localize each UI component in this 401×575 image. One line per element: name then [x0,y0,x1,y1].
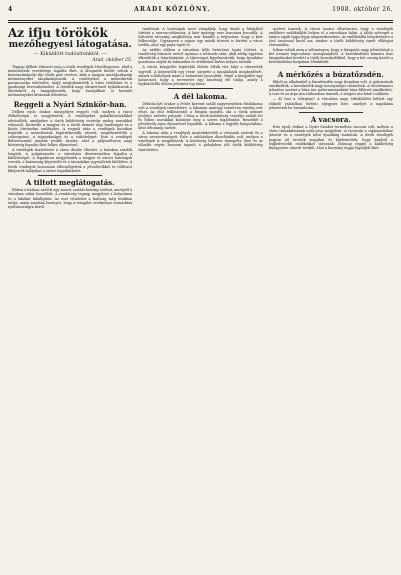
paragraph: Délután két órakor a Fehér Kereszt szálló nagytermében díszlakoma volt a vendégek tiszteletére. A lakomán mintegy százötven vendég vett részt. Az első felköszöntőt a főispán mondta, aki a török nemzet jövőjére ürítette poharát. Utána a török küldöttség vezetője szólalt fel és lelkes szavakkal köszönte meg a szives fogadtatást. Beszédét a jelenlevők zajos éljenzéssel fogadták. A lakoma a legjobb hangulatban, késő délutánig tartott. [138,101,263,131]
page-number: 4 [8,6,13,13]
section-body [269,80,393,110]
paragraph: A lakoma után a vendégek megtekintették a vértanúk szobrát és a város nevezetességeit. Este a színházban díszelőadás volt, melyen a vendégek is megjelentek. A közönség lelkesen ünnepelte őket és az előadás végén hosszan tapsolt a páholyban ülő török küldöttség tiszteletére. [138,131,263,152]
paragraph: A vendégek tiszteletére a város díszbe öltözött, a házakon zászlók lengtek. A polgármester a városháza díszteremében fogadta a küldöttséget. A fogadáson megjelentek a megyei és városi hatóságok vezetői, a katonaság képviselői és a társadalmi egyesületek küldöttei. A török vendégek hosszasan elbeszélgettek a jelenlevőkkel és többször kifejezték hálájukat a szives fogadtatásért. [8,148,133,173]
article-body [138,27,262,86]
paragraph: Ebből az alkalomból a búzatőzsdén nagy forgalom volt. A gabonaárak emelkedtek, a kereskedők nagy mennyiséget vásároltak. A tőzsdetanács jelentése szerint a búza ára métermázsánként húsz fillérrel emelkedett. A rozs és az árpa ára változatlan maradt, a tengeri ára kissé csökkent. [268,80,393,97]
paragraph: Este nyolc órakor a Nyári Szinkör termében vacsora volt, melyen a város társadalmának színe-java megjelent. A vacsorán a cigányzenekar játszott és a vendégek késő éjszakáig mulattak. A török vendégek nagyon jól érezték magukat és kijelentették, hogy Aradról a legkedvesebb emlékekkel távoznak. Másnap reggel a küldöttség Budapestre utazott tovább, ahol a kormány tagjai fogadják őket. [268,125,393,150]
paragraph: Tegnap délben érkezett meg a török vendégek Mezőhegyesre, ahol a ménesbirtok vezetősége fogadta őket. A látogatók között voltak a konstantinápolyi ifju török párt vezérei, akik a magyar mezőgazdasági intézményeket tanulmányozzák. A vendégeket a ménesbirtok parancsnoka üdvözölte, majd megtekintették a híres istállókat és a gazdasági berendezéseket. A törökök nagy elismeréssel nyilatkoztak a látottakról és hangsúlyozták, hogy hazájukban is hasonló intézményeket kívánnak létesíteni. [8,64,133,98]
article-byline: — Kiküldött tudósítónktól. — [33,50,107,57]
section-divider [299,66,363,67]
section-body [8,188,132,208]
paragraph: nyelvet ismerik. A városi tanács elhatározta, hogy a vendégek emlékére emléktáblát helyez el a városháza falán. A tábla szövegét a tanács egyik tagja fogja megszerkeszteni. Az emléktábla leleplezésére a jövő tavasszal kerül sor, amikor a török küldöttség ismét ellátogat városunkba. [268,26,393,47]
section-title: A vacsora. [310,115,351,125]
paragraph: tanítónak. A hatóságok most vizsgálják, hogy kinek a hibájából történt a szerencsétlenség. A kárt mintegy ezer koronára becsülik. A biztosító társaság megbízottja már kiszállt a helyszínre, hogy a kárt felbecsülje. Ugyanezen a napon egy másik tűzeset is történt a város szélén, ahol egy pajta égett le. [138,26,263,47]
paragraph: Az utóbbi időben a városban több betöréses lopás történt. A rendőrség fokozott erővel nyomoz a tettesek után, akik eddig ügyesen elkerülték a letartóztatást. A lakosságot figyelmeztetik, hogy éjszakára gondosan zárják be lakásaikat és értékeiket biztos helyen tartsák. [138,48,263,65]
section-title: A dél lakoma. [173,91,228,101]
section-divider [168,88,232,89]
section-title: Reggeli a Nyári Szinkör-ban. [13,100,127,110]
article-headline-sub: mezőhegyesi látogatása. [8,39,132,50]
masthead-rule-thin [8,22,393,23]
columns [8,27,393,575]
paragraph: Délben nyolc órakor ünnepélyes reggeli volt, melyen a város előkelőségei is megjelentek. A vendégeket pohárköszöntőkkel üdvözölték, amelyekre a török küldöttség vezetője meleg szavakkal válaszolt. Kiemelte a magyar és a török nemzet régi barátságát és a közös történelmi emlékeket. A reggeli után a vendégek kocsikon bejárták a ménesbirtok legérdekesebb részeit, megtekintették a cukorgyárat, a tejgazdaságot és a csikótelepet. Este a vendégek különvonattal utaztak tovább Aradra, ahol a pályaudvaron nagy közönség fogadta őket lelkes éljenzéssel. [8,110,133,148]
issue-date: 1908. október 26. [332,6,393,13]
section-title: A tiltott meglátogatás. [25,178,115,188]
article-body [8,65,132,98]
section-title: A mérkőzés a búzatőzsdén. [277,70,384,80]
section-body [8,110,132,172]
section-body [269,125,393,150]
section-divider [299,112,363,113]
paper-title: ARADI KÖZLÖNY. [134,6,211,13]
paragraph: A városi közgyűlés legutóbbi ülésén élénk vita folyt a vízvezeték ügyéről. A képviselők egy része sürgette a munkálatok megkezdését, mások a költségek miatt a halasztást javasolták. Végül a közgyűlés úgy határozott, hogy a tervezetet egy bizottság elé utalja, amely a legközelebbi ülésen jelentést fog tenni. [138,65,263,86]
section-divider [38,175,102,176]
column-1 [8,27,132,575]
article-body [269,27,393,65]
section-body [138,102,262,152]
masthead-rule [8,20,393,21]
paragraph: Ebben a házban azelőtt egy ismert családi botrány történt, amelyről a városban sokat beszéltek. A rendőrség tegnap megjelent a helyszínen és a lakókat kihallgatta. Az eset részleteit a hatóság még titokban tartja, annyi azonban bizonyos, hogy a vizsgálat eredménye nemsokára nyilvánosságra kerül. [8,188,133,209]
paragraph: — Ki lesz a vőlegény? A városban nagy érdeklődést keltett egy előkelő családban történt eljegyzés híre, amelyet a napokban jelentettek be hivatalosan. [268,97,393,110]
masthead [8,6,393,18]
column-3 [269,27,393,575]
article-dateline: Arad, október 25. [92,57,133,63]
paragraph: Sokan voltak azon a véleményen, hogy a látogatás nagy jelentőségű a két nemzet kapcsolatai szempontjából. A kereskedelmi kamara már tárgyalásokat kezdett a török kereskedőkkel, hogy a két ország között a kereskedelmi forgalmat élénkítsék. [268,48,393,65]
article-headline: Az ifju törökök [8,26,108,40]
column-2 [138,27,262,575]
